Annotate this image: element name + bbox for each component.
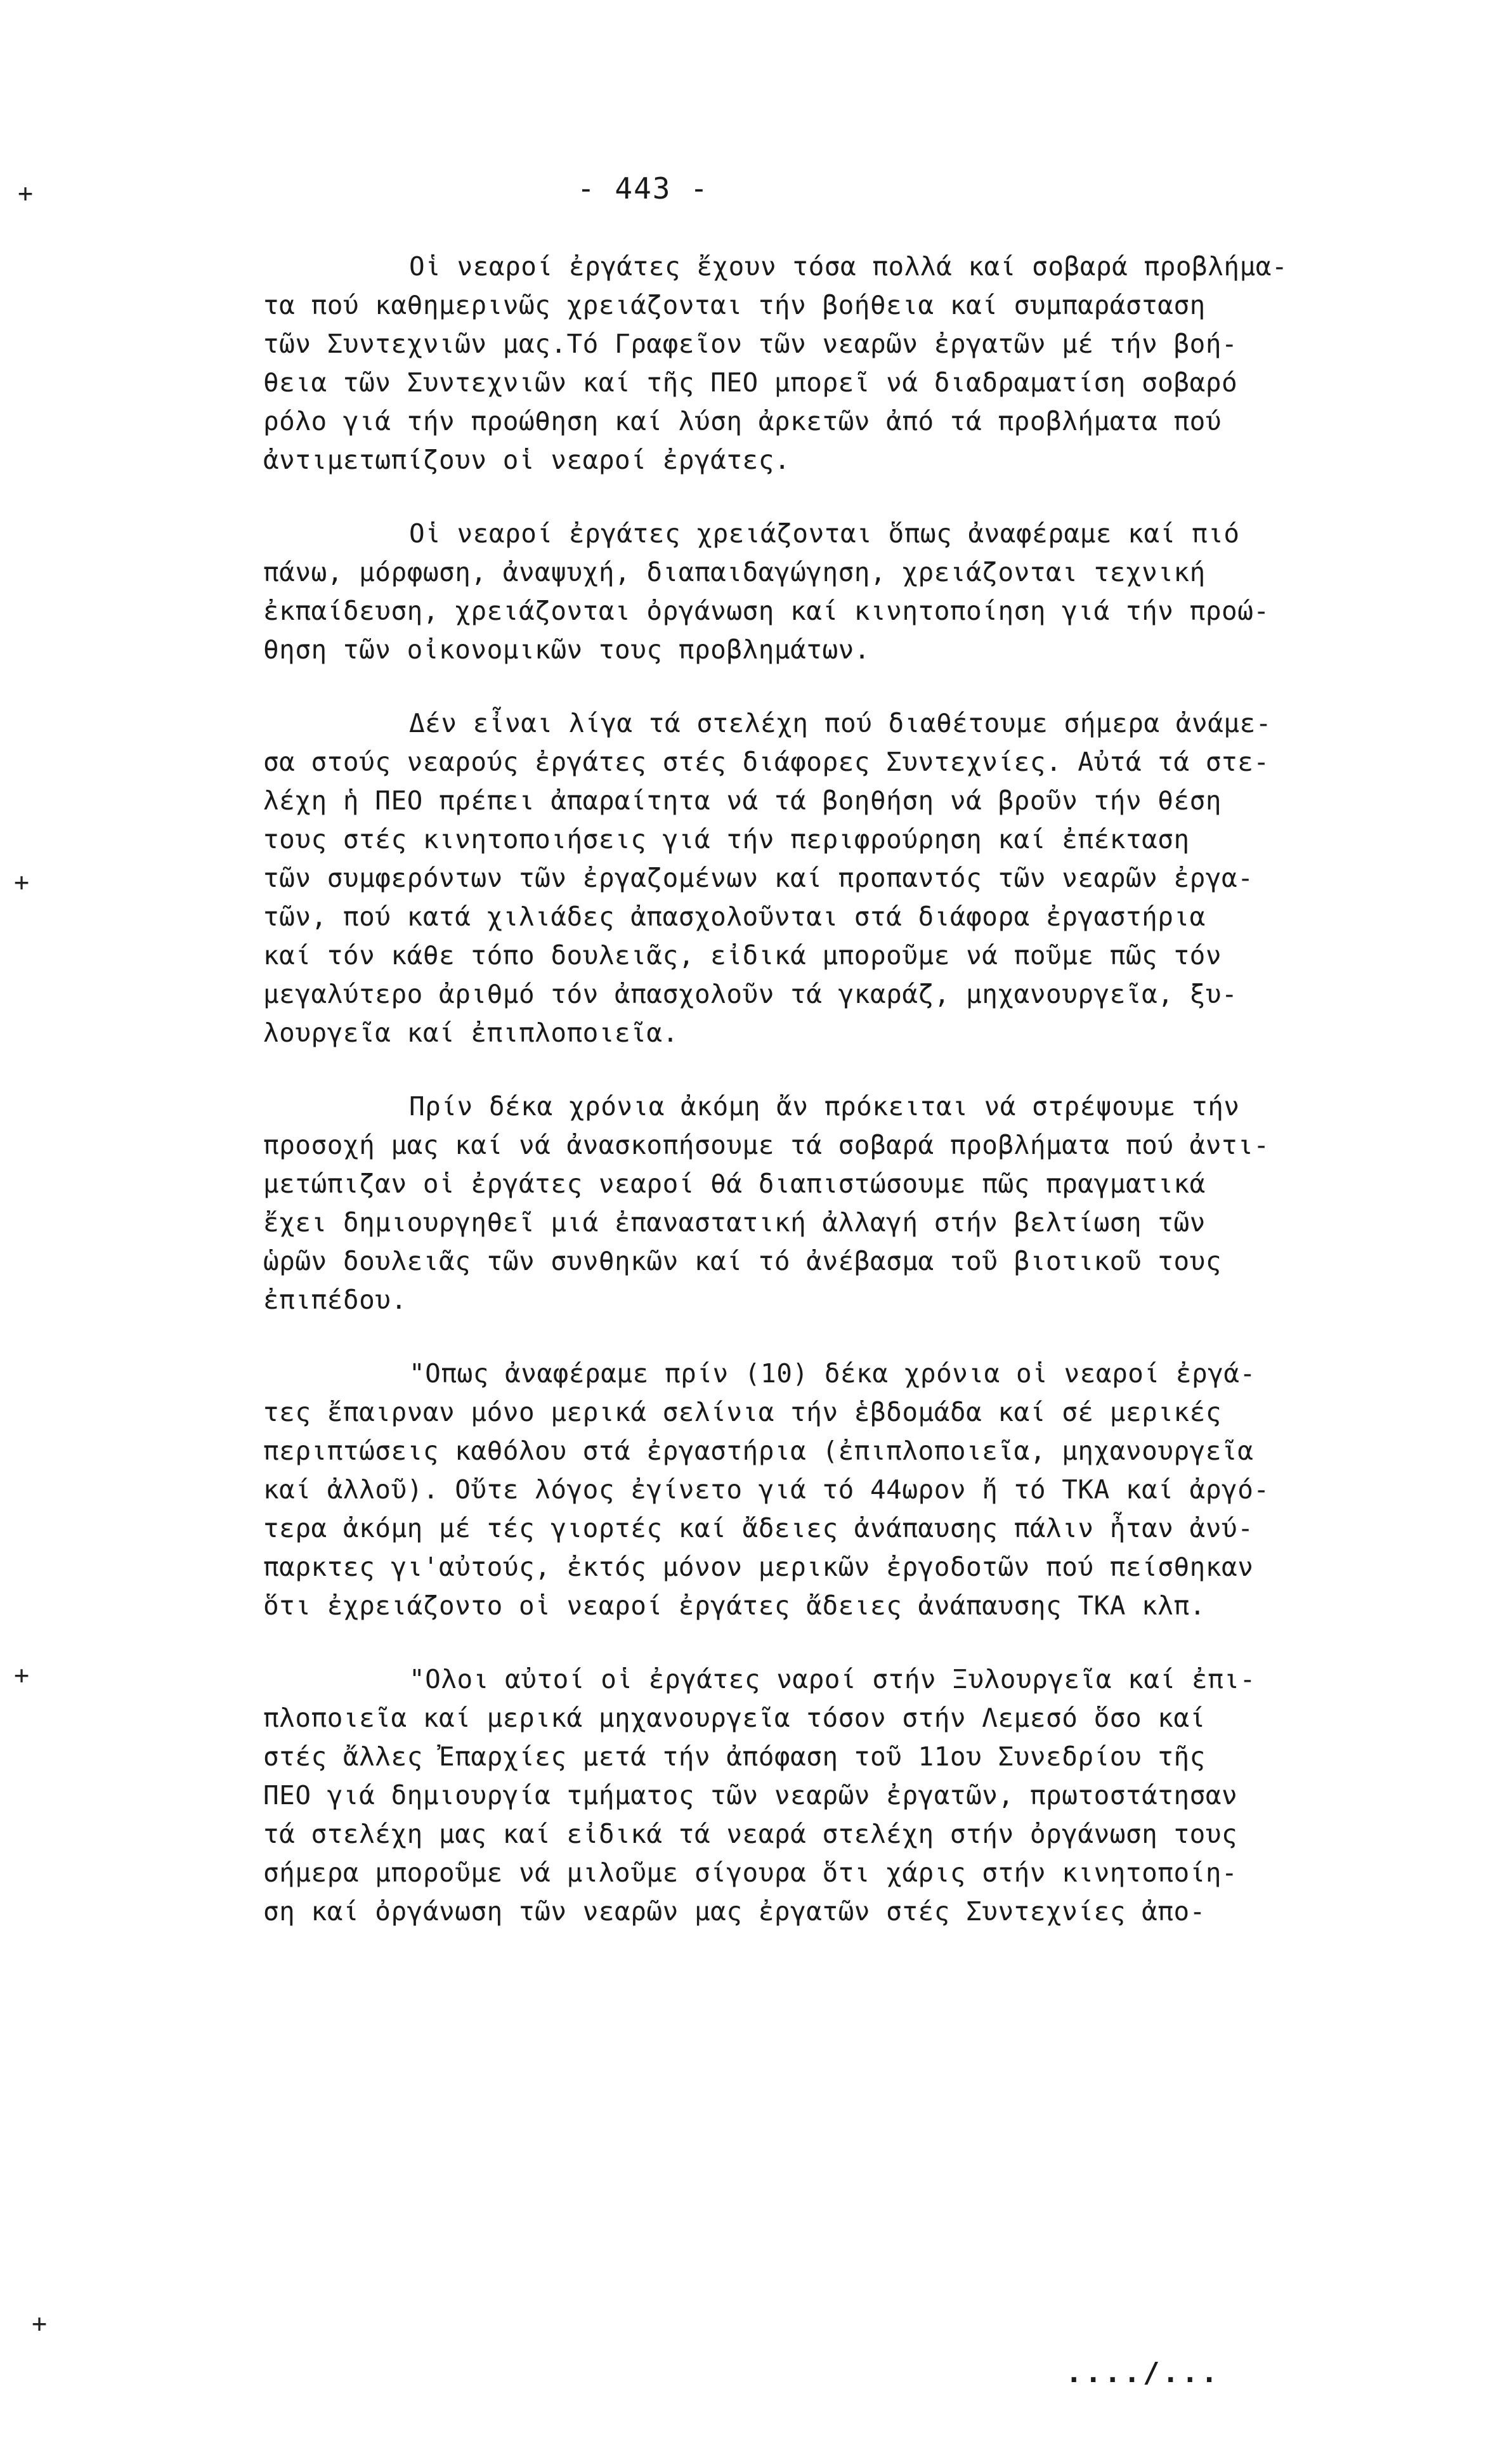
text-line: ση καί ὀργάνωση τῶν νεαρῶν μας ἐργατῶν στές Συντεχνίες ἀπο- (263, 1896, 1206, 1927)
text-line: ἔχει δημιουργηθεῖ μιά ἐπαναστατική ἀλλαγή στήν βελτίωση τῶν (263, 1207, 1206, 1238)
text-line: ΠΕΟ γιά δημιουργία τμήματος τῶν νεαρῶν ἐργατῶν, πρωτοστάτησαν (263, 1780, 1238, 1811)
paragraph-2 (263, 514, 1379, 669)
text-line: μετώπιζαν οἱ ἐργάτες νεαροί θά διαπιστώσουμε πῶς πραγματικά (263, 1169, 1206, 1199)
text-line: ἀντιμετωπίζουν οἱ νεαροί ἐργάτες. (263, 445, 791, 475)
text-line: ἐκπαίδευση, χρειάζονται ὀργάνωση καί κινητοποίηση γιά τήν προώ- (263, 596, 1270, 626)
text-line: τερα ἀκόμη μέ τές γιορτές καί ἄδειες ἀνάπαυσης πάλιν ἦταν ἀνύ- (263, 1513, 1254, 1543)
text-line: πλοποιεῖα καί μερικά μηχανουργεῖα τόσον στήν Λεμεσό ὅσο καί (263, 1703, 1206, 1733)
margin-mark: + (18, 179, 34, 208)
text-line: καί τόν κάθε τόπο δουλειᾶς, εἰδικά μποροῦμε νά ποῦμε πῶς τόν (263, 940, 1222, 971)
text-line: Πρίν δέκα χρόνια ἀκόμη ἄν πρόκειται νά στρέψουμε τήν (409, 1091, 1240, 1122)
page-number: - 443 - (577, 171, 709, 206)
text-line: ὡρῶν δουλειᾶς τῶν συνθηκῶν καί τό ἀνέβασμα τοῦ βιοτικοῦ τους (263, 1246, 1222, 1276)
text-line: "Ολοι αὐτοί οἱ ἐργάτες ναροί στήν Ξυλουργεῖα καί ἐπι- (409, 1664, 1256, 1694)
text-line: ὅτι ἐχρειάζοντο οἱ νεαροί ἐργάτες ἄδειες ἀνάπαυσης ΤΚΑ κλπ. (263, 1590, 1206, 1621)
text-line: πάνω, μόρφωση, ἀναψυχή, διαπαιδαγώγηση, χρειάζονται τεχνική (263, 557, 1206, 587)
paragraph-4 (263, 1087, 1379, 1320)
text-line: παρκτες γι'αὐτούς, ἐκτός μόνον μερικῶν ἐργοδοτῶν πού πείσθηκαν (263, 1552, 1254, 1582)
text-line: μεγαλύτερο ἀριθμό τόν ἀπασχολοῦν τά γκαράζ, μηχανουργεῖα, ξυ- (263, 979, 1238, 1009)
paragraph-1 (263, 247, 1379, 480)
text-line: τα πού καθημερινῶς χρειάζονται τήν βοήθεια καί συμπαράσταση (263, 290, 1206, 320)
text-line: Δέν εἶναι λίγα τά στελέχη πού διαθέτουμε σήμερα ἀνάμε- (409, 708, 1272, 738)
paragraph-6 (263, 1660, 1379, 1931)
margin-mark: + (32, 2309, 48, 2338)
text-line: Οἱ νεαροί ἐργάτες χρειάζονται ὅπως ἀναφέραμε καί πιό (409, 518, 1240, 549)
text-line: "Οπως ἀναφέραμε πρίν (10) δέκα χρόνια οἱ νεαροί ἐργά- (409, 1358, 1256, 1389)
text-line: λέχη ἡ ΠΕΟ πρέπει ἀπαραίτητα νά τά βοηθήση νά βροῦν τήν θέση (263, 785, 1222, 816)
text-line: θηση τῶν οἰκονομικῶν τους προβλημάτων. (263, 634, 870, 665)
text-line: τῶν, πού κατά χιλιάδες ἀπασχολοῦνται στά διάφορα ἐργαστήρια (263, 901, 1206, 932)
text-line: προσοχή μας καί νά ἀνασκοπήσουμε τά σοβαρά προβλήματα πού ἀντι- (263, 1130, 1270, 1160)
text-line: λουργεῖα καί ἐπιπλοποιεῖα. (263, 1018, 679, 1048)
text-line: Οἱ νεαροί ἐργάτες ἔχουν τόσα πολλά καί σοβαρά προβλήμα- (409, 251, 1288, 282)
paragraph-5 (263, 1354, 1379, 1625)
text-line: σήμερα μποροῦμε νά μιλοῦμε σίγουρα ὅτι χάρις στήν κινητοποίη- (263, 1857, 1238, 1888)
text-line: τους στές κινητοποιήσεις γιά τήν περιφρούρηση καί ἐπέκταση (263, 824, 1190, 855)
continuation-mark: ..../... (1066, 2357, 1220, 2389)
document-body (263, 247, 1379, 1966)
text-line: σα στούς νεαρούς ἐργάτες στές διάφορες Συντεχνίες. Αὐτά τά στε- (263, 747, 1270, 777)
paragraph-3 (263, 704, 1379, 1052)
text-line: καί ἀλλοῦ). Οὔτε λόγος ἐγίνετο γιά τό 44ωρον ἤ τό ΤΚΑ καί ἀργό- (263, 1474, 1270, 1505)
text-line: τῶν συμφερόντων τῶν ἐργαζομένων καί προπαντός τῶν νεαρῶν ἐργα- (263, 863, 1254, 893)
text-line: περιπτώσεις καθόλου στά ἐργαστήρια (ἐπιπλοποιεῖα, μηχανουργεῖα (263, 1436, 1254, 1466)
text-line: τά στελέχη μας καί εἰδικά τά νεαρά στελέχη στήν ὀργάνωση τους (263, 1819, 1238, 1849)
text-line: ἐπιπέδου. (263, 1285, 407, 1315)
text-line: τες ἔπαιρναν μόνο μερικά σελίνια τήν ἑβδομάδα καί σέ μερικές (263, 1397, 1222, 1427)
margin-mark: + (14, 1661, 30, 1690)
text-line: ρόλο γιά τήν προώθηση καί λύση ἀρκετῶν ἀπό τά προβλήματα πού (263, 406, 1222, 436)
margin-mark: + (14, 868, 30, 897)
text-line: τῶν Συντεχνιῶν μας.Τό Γραφεῖον τῶν νεαρῶν ἐργατῶν μέ τήν βοή- (263, 329, 1238, 359)
text-line: στές ἄλλες Ἐπαρχίες μετά τήν ἀπόφαση τοῦ 11ου Συνεδρίου τῆς (263, 1741, 1206, 1772)
text-line: θεια τῶν Συντεχνιῶν καί τῆς ΠΕΟ μπορεῖ νά διαδραματίση σοβαρό (263, 367, 1238, 398)
